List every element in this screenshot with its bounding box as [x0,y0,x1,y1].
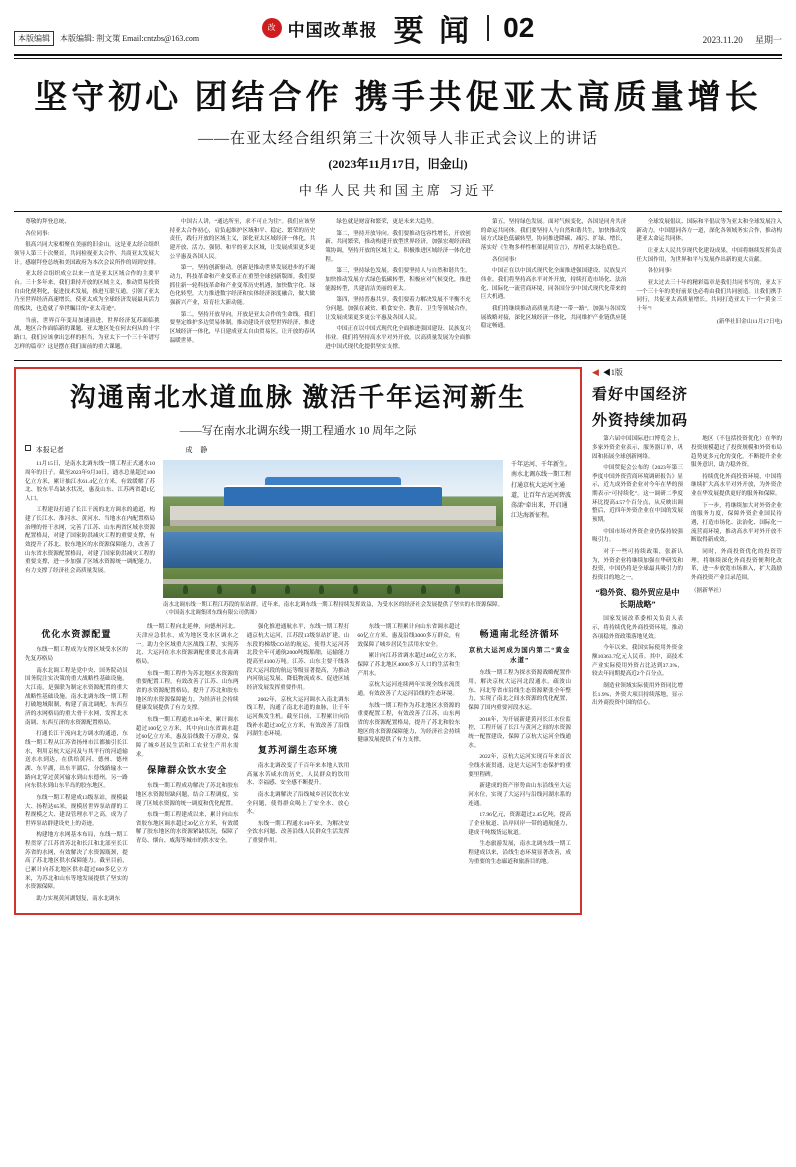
feature-photo [163,460,503,598]
feature-paragraph: 东线一期工程建成以来，累计向山东省胶东地区调水超过30亿立方米，有效缓解了胶东地区的水资源紧缺状况，保障了青岛、烟台、威海等城市的供水安全。 [135,812,239,845]
feature-paragraph: 东线一期工程通水10年来，累计调水超过100亿立方米，其中向山东省调水超过60亿立方米，惠及沿线数千万群众，保障了城乡居民生活和工农业生产用水需求。 [135,716,239,758]
lead-paragraph: 第二，坚持开放导向。我们要推动包容性增长，开放创新、共同繁荣，推动构建开放型世界经济，加强宏观经济政策协调，坚持开放的区域主义，积极推进区域经济一体化进程。 [325,230,471,263]
feature-column-3 [247,623,350,906]
lead-paragraph: 中国古人讲，“通达所至，求不可止为往”。我们应该坚持亚太合作初心，肩负起维护区域和平、稳定、繁荣的历史责任，践行开放的区域主义，深化亚太区域经济一体化，共建开放、活力、强韧、和平的亚太区域，让发展成果更多更公平惠及各国人民。 [169,219,316,260]
section-rule [14,360,782,361]
feature-byline [25,445,571,455]
rail-column-1 [592,435,683,711]
feature-paragraph: 构建地方水网基本布局，东线一期工程贯穿了江苏省苏北和长江和北部至长江苏省的水网，有效解决了水资源瓶颈，提高了苏北地区供水保障能力。截至目前，已累计向苏北地区供水超过600多亿立方米，为苏北和山东等地发展提供了坚实的水资源保障。 [25,832,128,891]
lead-body [14,218,782,354]
rail-pullquote: “稳外资、稳外贸应是中长期战略” [595,587,680,610]
masthead [14,6,782,50]
feature-paragraph: 2002年，京杭大运河调水入南北调东线工程，沟通了南北水道的血脉，让千年运河焕发生机。截至目前，工程累计向沿线补水超过30亿立方米，有效改善了沿线河湖生态环境。 [246,696,350,738]
rail-paragraph: 对于一些可持续政策，张新认为，外资企业将继续加强在华研发和投资，中国仍将是全球最具吸引力的投资目的地之一。 [592,549,683,582]
feature-paragraph: 2018年，为开展新建黄河长江水位监控，工程开展了长江与黄河之间的水资源统一配置建设，保障了京杭大运河全线通水。 [468,716,571,749]
lead-subheadline: ——在亚太经合组织第三十次领导人非正式会议上的讲话 [197,131,598,147]
rail-paragraph: 制造业领域实际使用外资同比增长1.9%，外资大项目持续落地，显示出外商投资中国的信心。 [592,683,683,707]
feature-paragraph: 东线一期工程成功解决了苏北和胶东地区水资源短缺问题，结合工程调度，实现了区域水资源的统一调度和优化配置。 [135,783,239,807]
lead-paragraph: 绿色就是财富和繁荣，更是未来大趋势。 [336,219,438,225]
right-rail [592,367,782,915]
page-number: 02 [503,12,535,43]
feature-subhead-4: 畅通南北经济循环 [479,629,560,640]
photo-tree [319,585,324,594]
rail-headline-2: 外资持续加码 [592,413,689,430]
feature-top-block [25,460,571,617]
photo-building [170,506,496,520]
feature-column-2 [136,623,239,906]
feature-body [25,623,571,906]
photo-water [163,532,503,568]
rail-paragraph: 国家发展改革委相关负责人表示，将持续优化外商投资环境，推动各项稳外资政策落地见效。 [592,616,683,640]
lead-paragraph: 我们将继续推动高质量共建“一带一路”，加强与各国发展战略对接，深化区域经济一体化，共同维护产业链供应链稳定畅通。 [480,305,627,330]
feature-paragraph: 助力实现黄河湖划复，南水北调东 [36,896,121,903]
rail-page-flag-label: ◀1版 [602,368,623,378]
feature-source-label: 本报记者 [35,446,64,455]
photo-tree [421,585,426,594]
feature-side-note [511,460,571,617]
feature-title: 沟通南北水道血脉 激活千年运河新生 [69,383,527,413]
lead-dateline: (2023年11月17日，旧金山) [328,157,468,171]
photo-tree [251,585,256,594]
feature-photo-caption: 南水北调东线一期工程江苏段的泵站群。近年来，南水北调东线一期工程持续发挥效益，为受水区的经济社会发展提供了坚实的水资源保障。（中国南水北调集团东线有限公司供图） [163,602,503,617]
feature-subhead-3: 复苏河湖生态环境 [257,744,338,755]
masthead-rule [14,54,782,56]
editor-name: 本版编辑: 荆文策 [60,34,121,43]
lead-paragraph: 第一，坚持创新驱动。创新是推动世界发展进步的不竭动力，科技革命和产业变革正在重塑全球创新版图。我们要抓住新一轮科技革命和产业变革历史机遇，加快数字化、绿色化转型，大力推进数字经济和实体经济深度融合，做大做强新兴产业，培育壮大新动能。 [169,265,316,306]
lead-signature: (新华社旧金山11月17日电) [716,318,782,325]
feature-lead-column [25,460,155,617]
weekday: 星期一 [754,35,782,45]
triangle-icon: ◀ [592,367,599,378]
rail-paragraph: 同时，外商投资优化的投资管理，将继续深化外商投资便利化改革，进一步放宽市场准入，扩大鼓励外商投资产业目录范围。 [691,549,782,582]
lead-paragraph: 让亚太人民共享现代化建设成果，中国将继续发挥负责任大国作用，为世界和平与发展作出新的更大贡献。 [636,247,782,263]
lead-column-1 [14,218,160,354]
feature-column-4 [357,623,460,906]
feature-paragraph: 工程建设打通了长江干流的北方调水的通道，构建了长江水、淮河水、黄河水、当地水在内配置格局治理的骨干水网，完善了江苏、山东两省区域水资源配置格局，对建了国家防洪减灾工程的重要支撑，有效提升了苏北、胶东地区的水资源保障能力，改善了山东省水资源配置格局，对建了国家防洪减灾工程的重要支撑，进一步加强了区域水资源统一调配能力，有力支撑了经济社会高质量发展。 [25,507,155,575]
lead-paragraph: 各位同事: [25,230,50,237]
rail-paragraph: 下一步，将继续加大对外资企业的服务力度，保障外资企业国民待遇，打造市场化、法治化、国际化一流营商环境，推动高水平对外开放不断取得新成效。 [691,502,782,544]
feature-paragraph: 17.96亿元，资源超过2.45亿吨，提高了企业航道、沿岸回岸一带的通航能力，建成千吨级货运航道。 [468,812,571,836]
lead-column-3 [325,218,471,354]
photo-tree [183,585,188,594]
feature-column-1 [25,623,128,906]
rail-paragraph: 第六届中国国际进口博览会上，多家外资企业表示，服务器订单，巩固和拓展全球创新网络。 [592,436,683,460]
photo-roof [224,485,442,507]
feature-paragraph: 2022年，京杭大运河实现百年来首次全线水流贯通，这是大运河生态保护的重要里程碑。 [468,754,571,778]
rail-column-2 [691,435,782,711]
photo-tree [217,585,222,594]
lead-rule [14,211,782,212]
feature-paragraph: 南水北调解决了沿线城乡居民饮水安全问题，使得群众喝上了安全水、放心水。 [246,791,350,816]
feature-subtitle: ——写在南水北调东线一期工程通水 10 周年之际 [179,425,417,438]
lead-column-4 [481,218,627,354]
publish-date: 2023.11.20 [702,35,743,45]
feature-paragraph: 东线一期工程作为苏北地区水资源的重要配置工程，有效改善了江苏、山东两省的水资源配置格局，提升了苏北和胶东地区的水资源保障能力，为经济社会持续健康发展提供了有力支撑。 [357,702,461,744]
rail-paragraph: 地区（不包括投资优化）在华的投资规模超过了投资规模和外资布局趋势更多元化的变化。不断提升企业服务意识，助力稳外资。 [691,436,782,469]
lead-paragraph: 亚太经合组织成立以来一直是亚太区域合作的主要平台。三十多年来，我们秉持开放的区域主义，推动贸易投资自由化便利化，促进技术发展，推进互联互通，引领了亚太乃至世界经济高速增长，使亚太成为全球经济发展最具活力的板块，也造就了举世瞩目的“亚太奇迹”。 [14,271,160,312]
feature-paragraph: 南水北调改变了千百年来本地人饮用高氟水苦咸水的历史，人民群众的饮用水、幸福感、安全感不断提升。 [246,762,350,787]
lead-paragraph: 第四，坚持普惠共享。我们要着力解决发展不平衡不充分问题，加强在减贫、粮食安全、教育、卫生等领域合作，让发展成果更多更公平惠及各国人民。 [325,297,471,321]
rail-paragraph: 中国贸促会公布的《2023年第三季度中国外资营商环境调研报告》显示，近九成外资企业对今年在华的预期表示“可持续化”。这一调研二季度环比提高4.57个百分点，从反映出调整后，近四年外资企业在中国的发展预期。 [592,465,683,524]
feature-paragraph: 累计向江苏省调水超过40亿立方米，保障了苏北地区4000多万人口的生活和生产用水。 [357,653,461,677]
feature-paragraph: 东线一期工程作为苏北地区水资源的重要配置工程，有效改善了江苏、山东两省的水资源配置格局，提升了苏北和胶东地区的水资源保障能力，为经济社会持续健康发展提供了有力支撑。 [135,670,239,712]
lead-headline-block [14,59,782,203]
photo-tree [353,585,358,594]
lead-column-5 [636,218,782,354]
lead-paragraph: 中国正在以中国式现代化全面推进强国建设、民族复兴伟业。我们将坚持高水平对外开放，以高质量发展为全面推进中国式现代化提供坚实支撑。 [325,326,471,350]
feature-paragraph: 东线一期工程成为支撑区域受水区的先复苏格局 [25,647,128,662]
feature-author: 成 静 [185,446,211,455]
lead-paragraph: 很高兴同大家相聚在美丽的旧金山。这是亚太经合组织领导人第三十次聚首，共同检视亚太合作、共商亚太发展大计。感谢拜登总统和美国政府为本次会议所作的周到安排。 [14,242,160,266]
feature-subhead-2: 保障群众饮水安全 [147,765,228,776]
feature-paragraph: 生态旅游发展，南水北调东线一期工程建成以来，沿线生态环境显著改善，成为重要的生态廊道和旅游目的地。 [468,841,571,865]
photo-building-base [170,520,496,527]
feature-paragraph: 新建成的资产形势由山东沿线至大运河水位，实现了大运河与沿线河湖水系的连通。 [468,783,571,807]
feature-article [14,367,582,915]
masthead-editor-info [14,31,199,46]
feature-paragraph: 打通长江干流向北方调水的通道，东线一期工程从江苏省扬州市江都抽引长江水，利用京杭大运河及与其平行的河道输送水水到达，在供给黄河、德州、德州湖、东平湖，出东平湖后，分线路输水一路向北穿过黄河输水到山东德州，另一路向东供水到山东半岛的胶东地区。 [25,731,128,790]
lead-headline: 坚守初心 团结合作 携手共促亚太高质量增长 [34,80,762,116]
lead-paragraph: 尊敬的拜登总统、 [25,219,70,225]
photo-tree [455,585,460,594]
feature-paragraph: 东线一期工程通水10年来，为解决安全饮水问题、改善沿线人民群众生活发挥了重要作用。 [246,820,350,845]
lead-byline: 中华人民共和国主席 习近平 [298,183,498,198]
lead-paragraph: 亚太过去三十年的精彩篇章是我们共同书写的，亚太下一个三十年的美好前景也必将由我们共同创造。让我们携手同行，共促亚太高质量增长，共同打造亚太下一个“黄金三十年”! [636,279,782,312]
rail-page-flag [592,367,782,378]
feature-side-note-text: 千年运河、千年新生。南水北调东线一期工程打通京杭大运河主通道，让百年古运河碧波荡漾“牵出来，开启通江达海新征程。 [511,462,572,520]
photo-tree [387,585,392,594]
lead-paragraph: 各位同事! [647,268,672,275]
lead-paragraph: 第二，坚持开放导向。开放是亚太合作的生命线。我们要坚定维护多边贸易体制，推动建设开放型世界经济，推进区域经济一体化，早日建成亚太自由贸易区，让开放的春风温暖世界。 [169,311,316,344]
section-title: 要 闻 [393,15,474,48]
lead-paragraph: 第三，坚持绿色发展。我们要坚持人与自然和谐共生，加快推动发展方式绿色低碳转型，积极应对气候变化，推进能源转型，共建清洁美丽的亚太。 [325,268,471,292]
rail-headline-1: 看好中国经济 [592,387,689,404]
lead-paragraph: 中国正在以中国式现代化全面推进强国建设、民族复兴伟业。我们将坚持高水平对外开放，持续打造市场化、法治化、国际化一流营商环境，同各国分享中国式现代化带来的巨大机遇。 [480,268,627,301]
feature-paragraph: 京杭大运河连续两年实现全线水流贯通，有效改善了大运河沿线的生态环境。 [357,682,461,697]
rail-body [592,435,782,711]
lead-paragraph: 全球发展倡议、国际和平倡议等为亚太和全球发展注入新动力。中国愿同各方一道，深化各领域务实合作，推动构建亚太命运共同体。 [636,219,782,243]
masthead-logo [262,6,535,50]
masthead-divider [487,15,489,41]
feature-photo-block [163,460,503,617]
lower-section [14,367,782,915]
lead-paragraph: 当前，世界百年变局加速演进，世界经济复苏面临挑战，地区合作面临新的课题。亚太地区处在何去何从的十字路口。我们应该拿出怎样的担当，为亚太下一个三十年谱写怎样的篇章？这是摆在我们面前的重大课题。 [14,317,160,350]
lead-column-2 [170,218,316,354]
feature-paragraph: 东线一期工程为探水资源战略配置作用，解决京杭大运河北段通水，疏浚山东、河北等省市沿线生态资源紧张全年整力，实现了南北之间水资源的优化配置，保障了国内重要河段水运。 [468,670,571,712]
lead-paragraph: 第五，坚持绿色发展。面对气候变化，各国是同舟共济的命运共同体。我们要坚持人与自然和谐共生，加快推动发展方式绿色低碳转型，协同推进降碳、减污、扩绿、增长，落实好《生物多样性框架昆明宣言》，厚植亚太绿色底色。 [480,219,627,251]
rail-footer-source: （据新华社） [691,587,725,594]
paper-seal-icon: 改 [262,18,282,38]
checkbox-icon [25,445,31,451]
lead-paragraph: 各位同事! [491,256,517,263]
feature-subhead-1: 优化水资源配置 [41,629,112,640]
masthead-date-info [693,33,782,46]
feature-paragraph: 强化推进通航水平，东线一期工程打通京杭大运河，江苏段13级泵站扩建，山东段的梯级CO站的航运，使得大运河苏北段全年可通航2000吨级船舶，运输能力提高至4100万吨。江苏、山东主要干线各段大运河段的航运等级显著提高，为推动内河航运发展、降低物流成本、促进区域经济发展发挥重要作用。 [246,624,350,691]
paper-name: 中国改革报 [287,20,378,40]
feature-paragraph: 11月15日，是南水北调东线一期工程正式通水10周年的日子。截至2023年9月30日，通水总量超过100亿立方米，累计抽江水61.4亿立方米，有效缓解了苏北、胶东半岛缺水状况，惠及山东、江苏两省超1亿人口。 [25,461,155,502]
editor-box-label: 本版编辑 [14,31,54,46]
feature-paragraph: 南水北调工程是党中央、国务院动员国务院注实决策的重大战略性基础设施。大江南，是强联为制定水资源配置的重大战略性基础设施。南水北调东线一期工程打破地域限制，构建了南北调配、东西互济的水网格局的重大骨干水网，发挥北水南调、东西互济的水资源配置格局。 [25,667,128,726]
photo-road [163,579,503,585]
editor-email: Email:cntzbs@163.com [122,34,200,43]
feature-paragraph: 线一期工程向北延伸，向德州河北、天津应急供水，成为地区受水区调水之一。助力全区域重大区战线工程，实现苏北、大运河在水水资源调配重要北水南调格局。 [135,624,239,666]
rail-paragraph: 持续优化外商投资环境，中国将继续扩大高水平对外开放，为外资企业在华发展提供更好的服务和保障。 [691,473,782,498]
feature-kicker: 京杭大运河成为国内第二“黄金水道” [468,647,571,665]
photo-tree [285,585,290,594]
feature-paragraph: 东线一期工程建成13级泵站，规模最大、扬程达65米，规模居世界泵站群的工程规模之大、建设管理水平之高，成为了世界泵站群建设史上的奇迹。 [25,794,128,827]
feature-column-5 [468,623,571,906]
rail-paragraph: 今年以来，我国实际使用外资金额10363.7亿元人民币。其中，高技术产业实际使用外资占比达到37.3%，较去年同期提高近2个百分点。 [592,645,683,678]
rail-paragraph: 中国市场对外资企业仍保持较强吸引力。 [592,528,683,544]
feature-paragraph: 东线一期工程累计向山东省调水超过60亿立方米，惠及沿线3000多万群众，有效保障了城乡居民生活用水安全。 [357,624,461,648]
